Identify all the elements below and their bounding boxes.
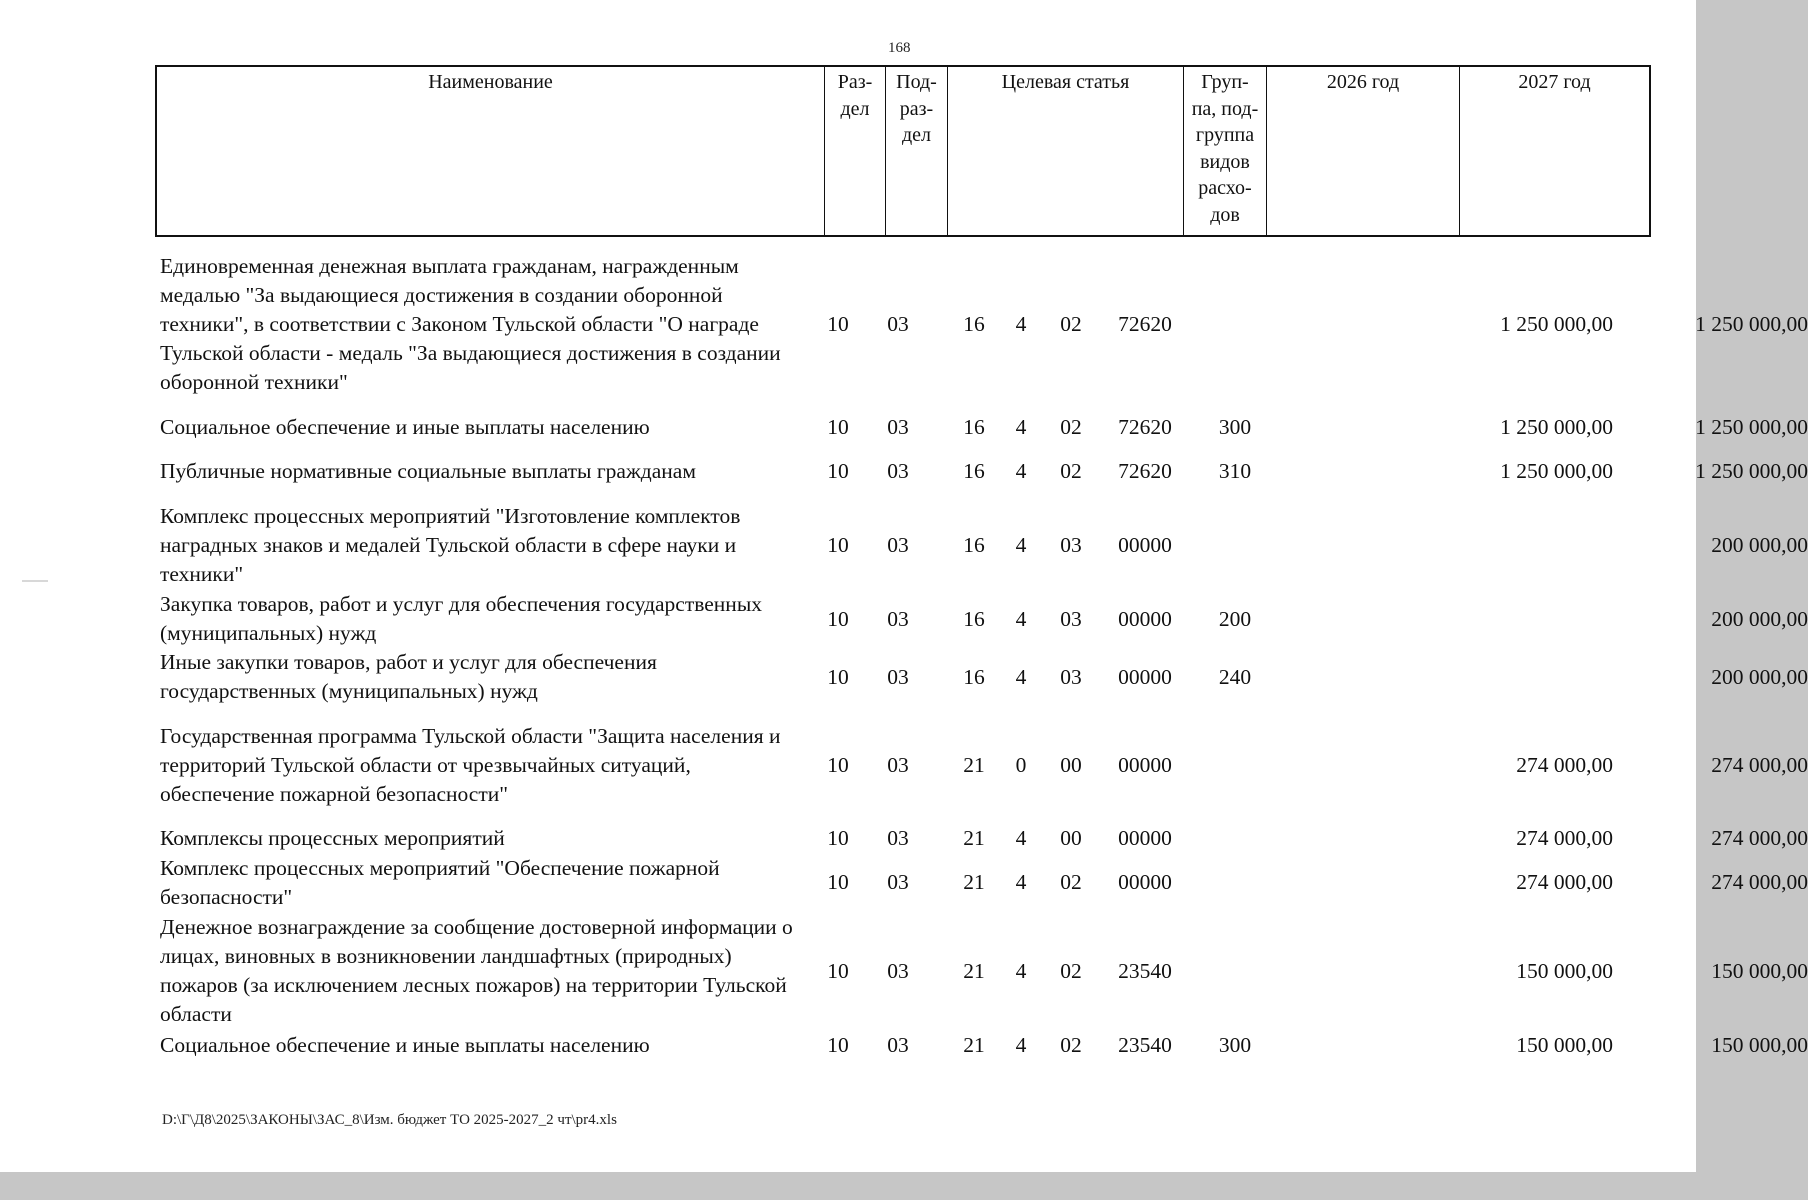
row-target-subprogram: 03 bbox=[1060, 533, 1082, 557]
row-target-direction: 00000 bbox=[1118, 665, 1172, 689]
table-row bbox=[160, 913, 1808, 1029]
row-target-program: 16 bbox=[963, 415, 985, 439]
row-target-subprogram: 02 bbox=[1060, 415, 1082, 439]
row-name: Иные закупки товаров, работ и услуг для обеспечения государственных (муниципальных) нужд bbox=[160, 650, 657, 703]
row-target-program: 16 bbox=[963, 607, 985, 631]
row-target-type: 4 bbox=[1015, 959, 1027, 983]
row-amount-2027: 274 000,00 bbox=[1711, 870, 1808, 894]
header-2027 bbox=[1459, 67, 1649, 235]
row-podrazdel: 03 bbox=[887, 415, 909, 439]
row-target-direction: 72620 bbox=[1118, 459, 1172, 483]
row-podrazdel: 03 bbox=[887, 665, 909, 689]
row-target-direction: 00000 bbox=[1118, 753, 1172, 777]
row-target-subprogram: 02 bbox=[1060, 870, 1082, 894]
row-expense-group: 200 bbox=[1218, 607, 1252, 631]
row-name: Комплекс процессных мероприятий "Обеспечение пожарной безопасности" bbox=[160, 856, 720, 909]
row-target-program: 21 bbox=[963, 826, 985, 850]
row-amount-2026: 1 250 000,00 bbox=[1500, 312, 1613, 336]
table-row bbox=[160, 457, 1808, 487]
header-expense-group bbox=[1183, 67, 1266, 235]
header-razdel-line: Раз- bbox=[837, 71, 873, 93]
row-amount-2026: 1 250 000,00 bbox=[1500, 415, 1613, 439]
row-name: Денежное вознаграждение за сообщение достоверной информации о лицах, виновных в возникновении ландшафтных (природных) пожаров (за исключением лесных пожаров) на территории Тульской области bbox=[160, 915, 793, 1026]
row-podrazdel: 03 bbox=[887, 459, 909, 483]
row-amount-2027: 200 000,00 bbox=[1711, 665, 1808, 689]
row-target-subprogram: 03 bbox=[1060, 607, 1082, 631]
header-podrazdel-line: раз- bbox=[899, 97, 934, 120]
row-amount-2027: 274 000,00 bbox=[1711, 826, 1808, 850]
row-amount-2027: 1 250 000,00 bbox=[1695, 312, 1808, 336]
row-target-program: 16 bbox=[963, 312, 985, 336]
row-podrazdel: 03 bbox=[887, 1033, 909, 1057]
row-target-direction: 72620 bbox=[1118, 415, 1172, 439]
row-target-direction: 00000 bbox=[1118, 870, 1172, 894]
row-razdel: 10 bbox=[827, 533, 849, 557]
row-target-type: 0 bbox=[1015, 753, 1027, 777]
header-expense-group-line: па, под- bbox=[1191, 97, 1259, 120]
table-row bbox=[160, 413, 1808, 443]
table-row bbox=[160, 648, 1808, 706]
row-target-program: 21 bbox=[963, 959, 985, 983]
file-path-footer: D:\Г\Д8\2025\ЗАКОНЫ\ЗАС_8\Изм. бюджет ТО 2025-2027_2 чт\pr4.xls bbox=[162, 1112, 617, 1128]
row-name: Государственная программа Тульской области "Защита населения и территорий Тульской области от чрезвычайных ситуаций, обеспечение пожарной безопасности" bbox=[160, 724, 781, 806]
header-razdel-line: дел bbox=[840, 97, 870, 120]
header-name bbox=[157, 67, 824, 235]
row-target-program: 21 bbox=[963, 753, 985, 777]
row-target-program: 16 bbox=[963, 533, 985, 557]
row-amount-2026: 274 000,00 bbox=[1516, 870, 1613, 894]
row-target-program: 21 bbox=[963, 1033, 985, 1057]
row-razdel: 10 bbox=[827, 959, 849, 983]
row-razdel: 10 bbox=[827, 753, 849, 777]
row-podrazdel: 03 bbox=[887, 870, 909, 894]
header-expense-group-line: видов bbox=[1200, 150, 1250, 173]
row-amount-2026: 274 000,00 bbox=[1516, 753, 1613, 777]
row-amount-2027: 200 000,00 bbox=[1711, 607, 1808, 631]
header-expense-group-line: Груп- bbox=[1201, 71, 1249, 93]
row-podrazdel: 03 bbox=[887, 607, 909, 631]
header-target-item bbox=[947, 67, 1183, 235]
row-target-subprogram: 02 bbox=[1060, 312, 1082, 336]
row-expense-group: 300 bbox=[1218, 415, 1252, 439]
row-amount-2026: 150 000,00 bbox=[1516, 1033, 1613, 1057]
header-expense-group-line: группа bbox=[1195, 124, 1255, 146]
row-name: Комплекс процессных мероприятий "Изготовление комплектов наградных знаков и медалей Тульской области в сфере науки и техники" bbox=[160, 504, 741, 586]
row-name: Единовременная денежная выплата гражданам, награжденным медалью "За выдающиеся достижения в создании оборонной техники", в соответствии с Законом Тульской области "О награде Тульской области - медаль "За выдающиеся достижения в создании оборонной техники" bbox=[160, 254, 781, 394]
row-target-type: 4 bbox=[1015, 665, 1027, 689]
row-target-direction: 23540 bbox=[1118, 959, 1172, 983]
table-header bbox=[155, 65, 1651, 237]
row-razdel: 10 bbox=[827, 459, 849, 483]
header-expense-group-line: дов bbox=[1210, 203, 1240, 226]
row-amount-2027: 200 000,00 bbox=[1711, 533, 1808, 557]
row-name: Закупка товаров, работ и услуг для обеспечения государственных (муниципальных) нужд bbox=[160, 592, 763, 645]
row-razdel: 10 bbox=[827, 826, 849, 850]
row-target-subprogram: 00 bbox=[1060, 826, 1082, 850]
row-podrazdel: 03 bbox=[887, 312, 909, 336]
header-target-item-label: Целевая статья bbox=[1001, 71, 1130, 93]
header-name-label: Наименование bbox=[428, 71, 553, 93]
row-podrazdel: 03 bbox=[887, 826, 909, 850]
row-amount-2027: 1 250 000,00 bbox=[1695, 459, 1808, 483]
row-target-subprogram: 02 bbox=[1060, 1033, 1082, 1057]
row-target-subprogram: 03 bbox=[1060, 665, 1082, 689]
row-podrazdel: 03 bbox=[887, 959, 909, 983]
row-target-program: 16 bbox=[963, 665, 985, 689]
row-expense-group: 300 bbox=[1218, 1033, 1252, 1057]
table-row bbox=[160, 502, 1808, 589]
row-podrazdel: 03 bbox=[887, 533, 909, 557]
header-2026 bbox=[1266, 67, 1459, 235]
row-target-direction: 00000 bbox=[1118, 826, 1172, 850]
row-amount-2027: 150 000,00 bbox=[1711, 959, 1808, 983]
row-target-type: 4 bbox=[1015, 533, 1027, 557]
row-name: Публичные нормативные социальные выплаты гражданам bbox=[160, 459, 696, 483]
table-row bbox=[160, 722, 1808, 809]
row-razdel: 10 bbox=[827, 665, 849, 689]
table-row bbox=[160, 854, 1808, 912]
row-target-type: 4 bbox=[1015, 415, 1027, 439]
row-target-type: 4 bbox=[1015, 826, 1027, 850]
row-target-type: 4 bbox=[1015, 1033, 1027, 1057]
row-razdel: 10 bbox=[827, 415, 849, 439]
row-target-type: 4 bbox=[1015, 607, 1027, 631]
table-row bbox=[160, 252, 1808, 397]
row-target-direction: 00000 bbox=[1118, 607, 1172, 631]
row-target-direction: 00000 bbox=[1118, 533, 1172, 557]
row-target-direction: 23540 bbox=[1118, 1033, 1172, 1057]
header-podrazdel bbox=[885, 67, 947, 235]
row-target-program: 16 bbox=[963, 459, 985, 483]
row-target-direction: 72620 bbox=[1118, 312, 1172, 336]
row-amount-2027: 274 000,00 bbox=[1711, 753, 1808, 777]
row-amount-2027: 150 000,00 bbox=[1711, 1033, 1808, 1057]
table-row bbox=[160, 590, 1808, 648]
row-target-subprogram: 00 bbox=[1060, 753, 1082, 777]
row-target-program: 21 bbox=[963, 870, 985, 894]
scan-edge-mark bbox=[22, 580, 48, 582]
row-amount-2026: 1 250 000,00 bbox=[1500, 459, 1613, 483]
table-row bbox=[160, 1031, 1808, 1061]
header-2026-label: 2026 год bbox=[1326, 71, 1400, 93]
row-razdel: 10 bbox=[827, 1033, 849, 1057]
row-expense-group: 310 bbox=[1218, 459, 1252, 483]
table-row bbox=[160, 824, 1808, 854]
page-number: 168 bbox=[888, 40, 911, 56]
row-target-subprogram: 02 bbox=[1060, 959, 1082, 983]
row-amount-2027: 1 250 000,00 bbox=[1695, 415, 1808, 439]
row-name: Социальное обеспечение и иные выплаты населению bbox=[160, 1033, 650, 1057]
row-target-subprogram: 02 bbox=[1060, 459, 1082, 483]
row-razdel: 10 bbox=[827, 870, 849, 894]
row-amount-2026: 150 000,00 bbox=[1516, 959, 1613, 983]
row-razdel: 10 bbox=[827, 312, 849, 336]
row-target-type: 4 bbox=[1015, 312, 1027, 336]
row-podrazdel: 03 bbox=[887, 753, 909, 777]
row-target-type: 4 bbox=[1015, 459, 1027, 483]
header-razdel bbox=[824, 67, 885, 235]
row-razdel: 10 bbox=[827, 607, 849, 631]
header-podrazdel-line: дел bbox=[901, 124, 932, 146]
row-expense-group: 240 bbox=[1218, 665, 1252, 689]
row-amount-2026: 274 000,00 bbox=[1516, 826, 1613, 850]
header-expense-group-line: расхо- bbox=[1198, 177, 1252, 199]
header-2027-label: 2027 год bbox=[1518, 71, 1591, 93]
row-name: Комплексы процессных мероприятий bbox=[160, 826, 505, 850]
row-target-type: 4 bbox=[1015, 870, 1027, 894]
row-name: Социальное обеспечение и иные выплаты населению bbox=[160, 415, 650, 439]
header-podrazdel-line: Под- bbox=[896, 71, 937, 93]
